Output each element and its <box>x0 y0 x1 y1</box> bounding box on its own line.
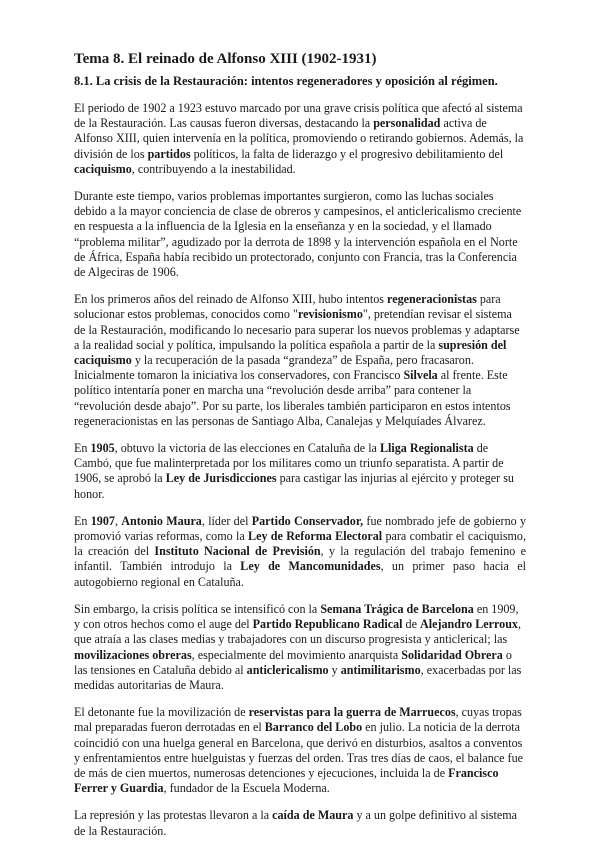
bold-term: 1907 <box>90 513 115 528</box>
bold-term: antimilitarismo <box>340 662 421 677</box>
text-run: activa de Alfonso XIII, quien intervenía en la política, promoviendo o retirando gobiernos. Además, la división de los <box>74 116 524 161</box>
text-run: , cuyas tropas mal preparadas fueron derrotadas en el <box>74 705 522 735</box>
bold-term: Lliga Regionalista <box>379 441 474 456</box>
body-paragraph <box>74 808 526 838</box>
bold-term: reservistas para la guerra de Marruecos <box>248 705 456 720</box>
text-run: En los primeros años del reinado de Alfonso XIII, hubo intentos <box>74 292 388 307</box>
bold-term: Francisco Ferrer y Guardia <box>74 765 499 796</box>
text-run: , fundador de la Escuela Moderna. <box>163 781 330 796</box>
text-run: políticos, la falta de liderazgo y el progresivo debilitamiento del <box>190 146 504 161</box>
text-run: El periodo de 1902 a 1923 estuvo marcado por una grave crisis política que afectó al sistema de la Restauración. Las causas fueron diversas, destacando la <box>74 101 523 131</box>
text-run: , un primer paso hacia el autogobierno regional en Cataluña. <box>74 559 526 589</box>
text-run: La represión y las protestas llevaron a la <box>74 808 273 823</box>
bold-term: revisionismo <box>297 307 363 322</box>
bold-term: Partido Republicano Radical <box>252 617 403 632</box>
text-run: El detonante fue la movilización de <box>74 705 249 720</box>
text-run: Sin embargo, la crisis política se intensificó con la <box>74 601 321 616</box>
text-run: , y la regulación del trabajo femenino e infantil. También introdujo la <box>74 544 527 574</box>
bold-term: Antonio Maura <box>121 513 202 528</box>
bold-term: Instituto Nacional de Previsión <box>154 544 321 559</box>
bold-term: Barranco del Lobo <box>264 720 363 735</box>
bold-term: Solidaridad Obrera <box>401 647 503 662</box>
body-paragraph <box>74 602 526 693</box>
text-run: fue nombrado jefe de gobierno y promovió varias reformas, como la <box>74 513 527 544</box>
body-paragraph <box>74 441 526 502</box>
bold-term: movilizaciones obreras <box>74 647 192 662</box>
body-paragraph <box>74 705 526 796</box>
bold-term: Silvela <box>403 368 438 383</box>
bold-term: Alejandro Lerroux <box>419 617 518 632</box>
section-subtitle: 8.1. La crisis de la Restauración: intentos regeneradores y oposición al régimen. <box>74 74 498 88</box>
text-run: y la recuperación de la pasada “grandeza” de España, pero fracasaron. Inicialmente tomaron la iniciativa los conservadores, con Francisco <box>74 353 474 383</box>
text-run: , contribuyendo a la inestabilidad. <box>131 161 296 176</box>
bold-term: Semana Trágica de Barcelona <box>320 601 474 616</box>
bold-term: supresión del caciquismo <box>74 337 507 368</box>
text-run: y a un golpe definitivo al sistema de la Restauración. <box>74 808 518 838</box>
text-run: y <box>328 662 341 677</box>
text-run: , que atraía a las clases medias y trabajadores con un discurso progresista y anticlerical; las <box>74 617 521 647</box>
text-run: para combatir el caciquismo, la creación del <box>74 529 526 559</box>
text-run: en julio. La noticia de la derrota coincidió con una huelga general en Barcelona, que derivó en disturbios, asaltos a conventos y enfrentamientos entre huelguistas y fuerzas del orden. Tras tres días de caos, el balance fue de más de cien muertos, numerosas detenciones y ejecuciones, incluida la de <box>74 720 523 780</box>
body-paragraph <box>74 101 526 177</box>
document-title: Tema 8. El reinado de Alfonso XIII (1902-1931) <box>74 51 377 67</box>
text-run: , exacerbadas por las medidas autoritarias de Maura. <box>74 662 522 692</box>
bold-term: caída de Maura <box>272 808 354 823</box>
text-run: , líder del <box>201 513 252 528</box>
bold-term: Ley de Jurisdicciones <box>165 471 277 486</box>
bold-term: 1905 <box>90 441 115 456</box>
bold-term: partidos <box>147 146 191 161</box>
text-run: ", pretendían revisar el sistema de la Restauración, modificando lo necesario para superar los nuevos problemas y adaptarse a la realidad social y política, impulsando la política española a partir de la <box>74 307 520 352</box>
text-run: En <box>74 441 91 456</box>
body-paragraph <box>74 292 526 429</box>
text-run: Durante este tiempo, varios problemas importantes surgieron, como las luchas sociales debido a la mayor conciencia de clase de obreros y campesinos, el anticlericalismo creciente en respuesta a la influencia de la Iglesia en la enseñanza y en la sociedad, y el llamado “problema militar”, agudizado por la derrota de 1898 y la intervención española en el Norte de África, España había recibido un protectorado, conjunto con Francia, tras la Conferencia de Algeciras de 1906. <box>74 189 522 280</box>
text-run: o las tensiones en Cataluña debido al <box>74 647 512 677</box>
bold-term: Partido Conservador, <box>251 513 364 528</box>
bold-term: caciquismo <box>74 161 132 176</box>
body-paragraph <box>74 514 526 590</box>
text-run: , obtuvo la victoria de las elecciones en Cataluña de la <box>114 441 380 456</box>
text-run: En <box>74 513 91 528</box>
text-run: para castigar las injurias al ejército y proteger su honor. <box>74 471 514 501</box>
document-body <box>74 101 526 839</box>
text-run: , <box>114 513 122 528</box>
text-run: de <box>402 617 420 632</box>
text-run: en 1909, y con otros hechos como el auge del <box>74 601 519 632</box>
text-run: al frente. Este político intentaría poner en marcha una “revolución desde arriba” para contener la “revolución desde abajo”. Por su parte, los liberales también participaron en estos intentos regeneracionistas en las personas de Santiago Alba, Canalejas y Melquíades Álvarez. <box>74 368 511 428</box>
bold-term: personalidad <box>373 116 441 131</box>
bold-term: Ley de Mancomunidades <box>240 559 381 574</box>
text-run: de Cambó, que fue malinterpretada por los militares como un triunfo separatista. A partir de 1906, se aprobó la <box>74 441 504 486</box>
text-run: para solucionar estos problemas, conocidos como " <box>74 292 501 322</box>
bold-term: regeneracionistas <box>387 292 477 307</box>
body-paragraph <box>74 189 526 280</box>
bold-term: anticlericalismo <box>246 662 329 677</box>
text-run: , especialmente del movimiento anarquista <box>191 647 402 662</box>
bold-term: Ley de Reforma Electoral <box>248 529 383 544</box>
